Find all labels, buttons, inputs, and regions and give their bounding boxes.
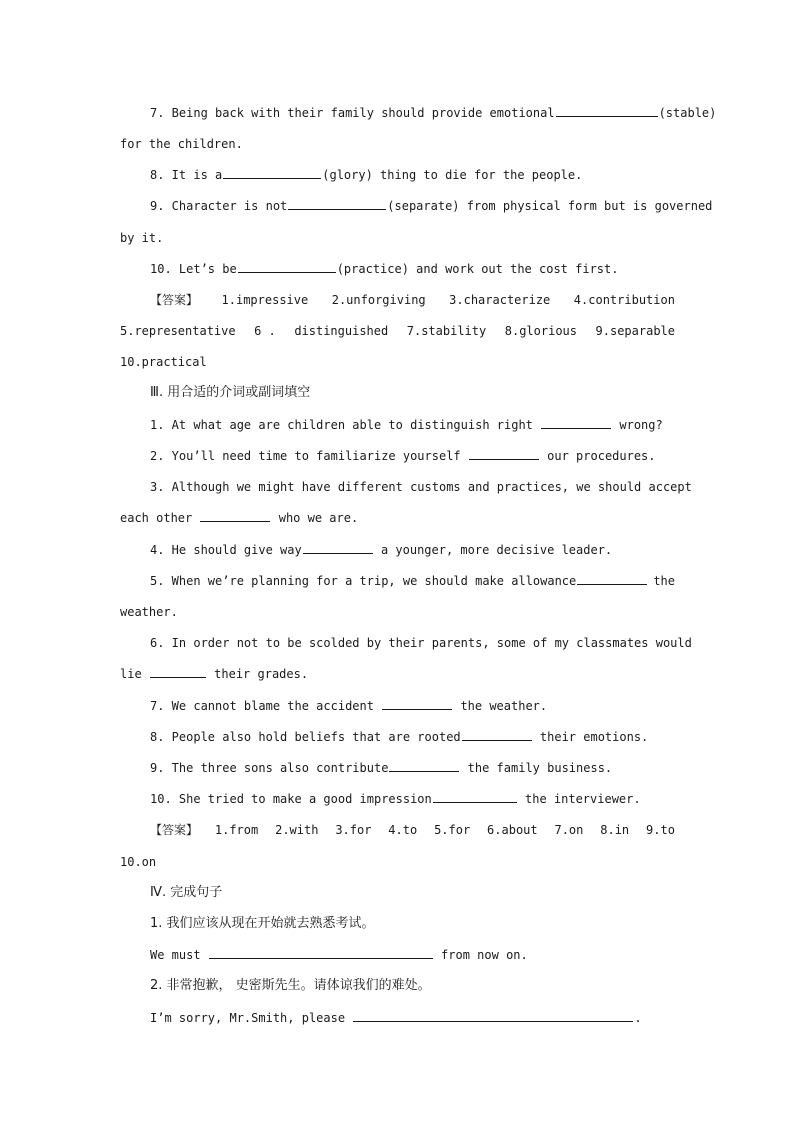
question-text: (practice) and work out the cost first. — [336, 262, 619, 276]
answer-item: 8.glorious — [504, 324, 577, 338]
question-text: . — [634, 1011, 642, 1025]
answer-blank[interactable] — [541, 417, 611, 429]
question-line — [150, 573, 675, 589]
question-text: the weather. — [460, 699, 548, 713]
answer-item: 6.about — [487, 823, 538, 837]
answer-item: 9.to — [646, 823, 675, 837]
answer-tag: 【答案】 — [150, 293, 199, 307]
question-text: 9. Character is not — [150, 199, 288, 213]
question-line — [150, 167, 675, 183]
question-line: for the children. — [120, 137, 243, 151]
question-line: weather. — [120, 605, 178, 619]
answer-item: 5.representative — [120, 324, 236, 338]
answer-blank[interactable] — [223, 167, 321, 179]
question-line — [150, 198, 713, 214]
question-text: wrong? — [619, 418, 663, 432]
answer-blank[interactable] — [303, 542, 373, 554]
question-line — [150, 448, 675, 464]
answer-item: 6 . — [254, 324, 276, 338]
question-text: (separate) from physical form but is governed — [387, 199, 713, 213]
answer-blank[interactable] — [288, 198, 386, 210]
question-text: We must — [150, 948, 201, 962]
answer-tag: 【答案】 — [150, 823, 199, 837]
answer-item: 5.for — [434, 823, 471, 837]
answer-item: 8.in — [600, 823, 630, 837]
answer-blank[interactable] — [353, 1010, 633, 1022]
answer-item: 3.characterize — [449, 293, 551, 307]
question-line — [150, 791, 675, 807]
answer-blank[interactable] — [577, 573, 647, 585]
question-line — [150, 947, 675, 963]
question-text: who we are. — [278, 511, 359, 525]
question-text: 1. At what age are children able to distinguish right — [150, 418, 533, 432]
question-line: 2. 非常抱歉， 史密斯先生。请体谅我们的难处。 — [150, 978, 431, 993]
answer-blank[interactable] — [238, 261, 336, 273]
question-line — [150, 1010, 675, 1026]
question-text: 2. You’ll need time to familiarize yourself — [150, 449, 461, 463]
answer-item: 1.impressive — [221, 293, 309, 307]
question-line — [150, 417, 675, 433]
answer-blank[interactable] — [200, 510, 270, 522]
question-text: their grades. — [214, 667, 309, 681]
question-text: the family business. — [467, 761, 613, 775]
question-text: I’m sorry, Mr.Smith, please — [150, 1011, 346, 1025]
question-text: 5. When we’re planning for a trip, we should make allowance — [150, 574, 577, 588]
question-line — [150, 635, 692, 651]
question-text: 4. He should give way — [150, 543, 302, 557]
question-line — [120, 510, 675, 526]
answer-blank[interactable] — [462, 729, 532, 741]
answer-item: 7.on — [554, 823, 584, 837]
question-text: 10. She tried to make a good impression — [150, 792, 432, 806]
question-line — [150, 105, 717, 121]
question-line — [150, 261, 675, 277]
answer-item: 1.from — [214, 823, 259, 837]
answer-key-line — [120, 323, 675, 339]
answer-item: 7.stability — [406, 324, 487, 338]
question-line — [150, 729, 675, 745]
question-line — [150, 760, 675, 776]
question-text: our procedures. — [547, 449, 656, 463]
question-text: from now on. — [441, 948, 528, 962]
question-text: 8. It is a — [150, 168, 223, 182]
answer-item: 9.separable — [595, 324, 675, 338]
answer-blank[interactable] — [150, 666, 206, 678]
question-text: 9. The three sons also contribute — [150, 761, 389, 775]
answer-blank[interactable] — [469, 448, 539, 460]
question-text: their emotions. — [539, 730, 649, 744]
answer-item: 4.contribution — [573, 293, 675, 307]
question-text: 8. People also hold beliefs that are rooted — [150, 730, 461, 744]
question-text: the interviewer. — [525, 792, 641, 806]
answer-item: 4.to — [388, 823, 418, 837]
question-text: lie — [120, 667, 142, 681]
answer-item: 10.practical — [120, 355, 207, 369]
question-text: a younger, more decisive leader. — [380, 543, 613, 557]
section-title: Ⅲ. 用合适的介词或副词填空 — [150, 385, 311, 400]
section-title: Ⅳ. 完成句子 — [150, 885, 223, 900]
answer-item: 2.with — [275, 823, 319, 837]
question-text: 7. Being back with their family should provide emotional — [150, 106, 555, 120]
question-line — [150, 698, 675, 714]
answer-item: 10.on — [120, 855, 157, 869]
answer-blank[interactable] — [389, 760, 459, 772]
question-text: 7. We cannot blame the accident — [150, 699, 374, 713]
answer-item: distinguished — [294, 324, 389, 338]
question-text: 6. In order not to be scolded by their parents, some of my classmates would — [150, 636, 692, 650]
answer-blank[interactable] — [382, 698, 452, 710]
question-text: (stable) — [658, 106, 717, 120]
answer-blank[interactable] — [556, 105, 658, 117]
question-text: 3. Although we might have different customs and practices, we should accept — [150, 480, 692, 494]
question-line: 1. 我们应该从现在开始就去熟悉考试。 — [150, 916, 375, 931]
question-text: 10. Let’s be — [150, 262, 237, 276]
question-line — [150, 542, 675, 558]
answer-key-line — [150, 292, 675, 308]
question-text: (glory) thing to die for the people. — [322, 168, 583, 182]
answer-key-line — [150, 822, 675, 838]
answer-item: 2.unforgiving — [331, 293, 426, 307]
question-line: by it. — [120, 231, 164, 245]
question-text: each other — [120, 511, 193, 525]
answer-blank[interactable] — [209, 947, 433, 959]
answer-item: 3.for — [335, 823, 372, 837]
question-text: the — [653, 574, 675, 588]
question-line — [120, 666, 675, 682]
answer-blank[interactable] — [433, 791, 517, 803]
question-line — [150, 479, 692, 495]
